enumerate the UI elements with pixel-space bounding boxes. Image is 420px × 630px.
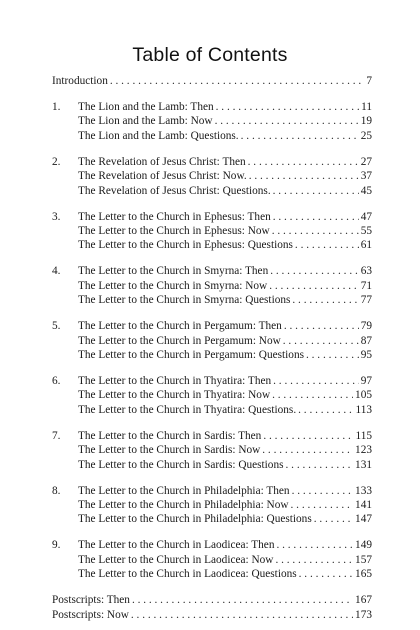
page-number: 45 [360,184,372,197]
page-number: 141 [355,499,372,511]
page-number: 63 [360,265,372,278]
page-number: 27 [360,155,372,168]
toc-entry-label: The Letter to the Church in Sardis: Then [78,429,262,442]
page-number: 61 [360,239,372,252]
toc-entry-label: The Letter to the Church in Thyatira: Questions. [78,403,297,416]
dot-leader [295,237,359,253]
toc-entry-label: The Letter to the Church in Laodicea: Then [78,539,275,552]
page-number: 133 [355,484,372,497]
toc-entry-label: The Letter to the Church in Sardis: Now [78,444,261,457]
page-title: Table of Contents [132,44,288,66]
page-number: 149 [355,539,372,552]
toc-entry[interactable] [78,566,372,582]
page-number: 147 [355,513,372,526]
page-number: 55 [360,225,372,237]
toc-entry-label: Introduction [52,75,108,87]
toc-entry-label: The Revelation of Jesus Christ: Now. [78,170,247,183]
dot-leader [110,73,364,89]
dot-leader [299,566,353,582]
toc-entry-label: The Letter to the Church in Smyrna: Then [78,265,269,278]
toc-entry[interactable] [78,237,372,253]
toc-entry-label: The Letter to the Church in Thyatira: Then [78,375,272,387]
chapter-number: 2. [52,155,61,168]
page-number: 71 [360,279,372,292]
toc-entry-label: The Letter to the Church in Philadelphia: Now [78,499,289,511]
page-number: 87 [360,334,372,347]
toc-entry-label: The Revelation of Jesus Christ: Questions. [78,184,271,197]
dot-leader [241,128,359,144]
chapter-number: 4. [52,265,61,278]
toc-entry-postscript[interactable] [52,607,372,623]
toc-entry[interactable] [78,347,372,363]
dot-leader [292,292,358,308]
dot-leader [306,347,359,363]
chapter-number: 5. [52,320,61,333]
page-number: 95 [360,349,372,361]
page-number: 157 [355,553,372,566]
page-number: 37 [360,170,372,183]
chapter-number: 1. [52,101,61,113]
page-number: 25 [360,129,372,142]
dot-leader [131,607,353,623]
toc-entry-label: The Letter to the Church in Pergamum: Questions [78,349,304,361]
toc-entry-label: The Letter to the Church in Smyrna: Questions [78,294,291,307]
toc-entry-label: The Lion and the Lamb: Then [78,101,214,113]
toc-entry-label: The Letter to the Church in Smyrna: Now [78,279,268,292]
toc-entry-label: The Letter to the Church in Sardis: Questions [78,458,284,471]
chapter-number: 7. [52,429,61,442]
toc-entry-label: The Revelation of Jesus Christ: Then [78,155,246,168]
chapter-number: 6. [52,375,61,387]
page-number: 7 [366,75,372,87]
toc-entry[interactable] [78,511,372,527]
dot-leader [273,183,359,199]
toc-entry[interactable] [78,402,372,418]
page-number: 77 [360,294,372,307]
page-number: 11 [361,101,372,113]
toc-entry-label: The Letter to the Church in Philadelphia: Then [78,484,290,497]
toc-entry-introduction[interactable] [52,73,372,89]
dot-leader [286,457,354,473]
toc-entry[interactable] [78,128,372,144]
toc-entry-label: The Lion and the Lamb: Now [78,115,213,128]
page-number: 97 [360,375,372,387]
toc-entry-label: The Letter to the Church in Pergamum: Now [78,334,281,347]
page-number: 105 [355,389,372,402]
toc-entry[interactable] [78,183,372,199]
dot-leader [314,511,353,527]
toc-entry-label: The Letter to the Church in Philadelphia: Questions [78,513,312,526]
chapter-number: 3. [52,210,61,223]
chapter-number: 8. [52,484,61,497]
toc-entry-label: The Letter to the Church in Ephesus: Now [78,225,270,237]
toc-entry[interactable] [78,292,372,308]
toc-entry-label: The Letter to the Church in Pergamum: Then [78,320,282,333]
dot-leader [298,402,353,418]
page-number: 131 [355,458,372,471]
toc-entry-label: The Letter to the Church in Ephesus: Questions [78,239,293,252]
toc-entry-label: Postscripts: Now [52,608,129,621]
toc-entry-label: Postscripts: Then [52,594,130,607]
toc-entry-label: The Lion and the Lamb: Questions. [78,129,239,142]
page-number: 113 [355,403,372,416]
page-number: 19 [360,115,372,128]
page-number: 47 [360,210,372,223]
page-number: 167 [355,594,372,607]
page-number: 165 [355,568,372,581]
toc-entry-label: The Letter to the Church in Laodicea: Now [78,553,274,566]
page-number: 123 [355,444,372,457]
page-number: 79 [360,320,372,333]
toc-entry-label: The Letter to the Church in Thyatira: Now [78,389,271,402]
toc-entry[interactable] [78,457,372,473]
toc-entry-label: The Letter to the Church in Ephesus: Then [78,210,271,223]
chapter-number: 9. [52,539,61,552]
page-number: 115 [355,429,372,442]
toc-entry-label: The Letter to the Church in Laodicea: Questions [78,568,297,581]
page-number: 173 [355,608,372,621]
